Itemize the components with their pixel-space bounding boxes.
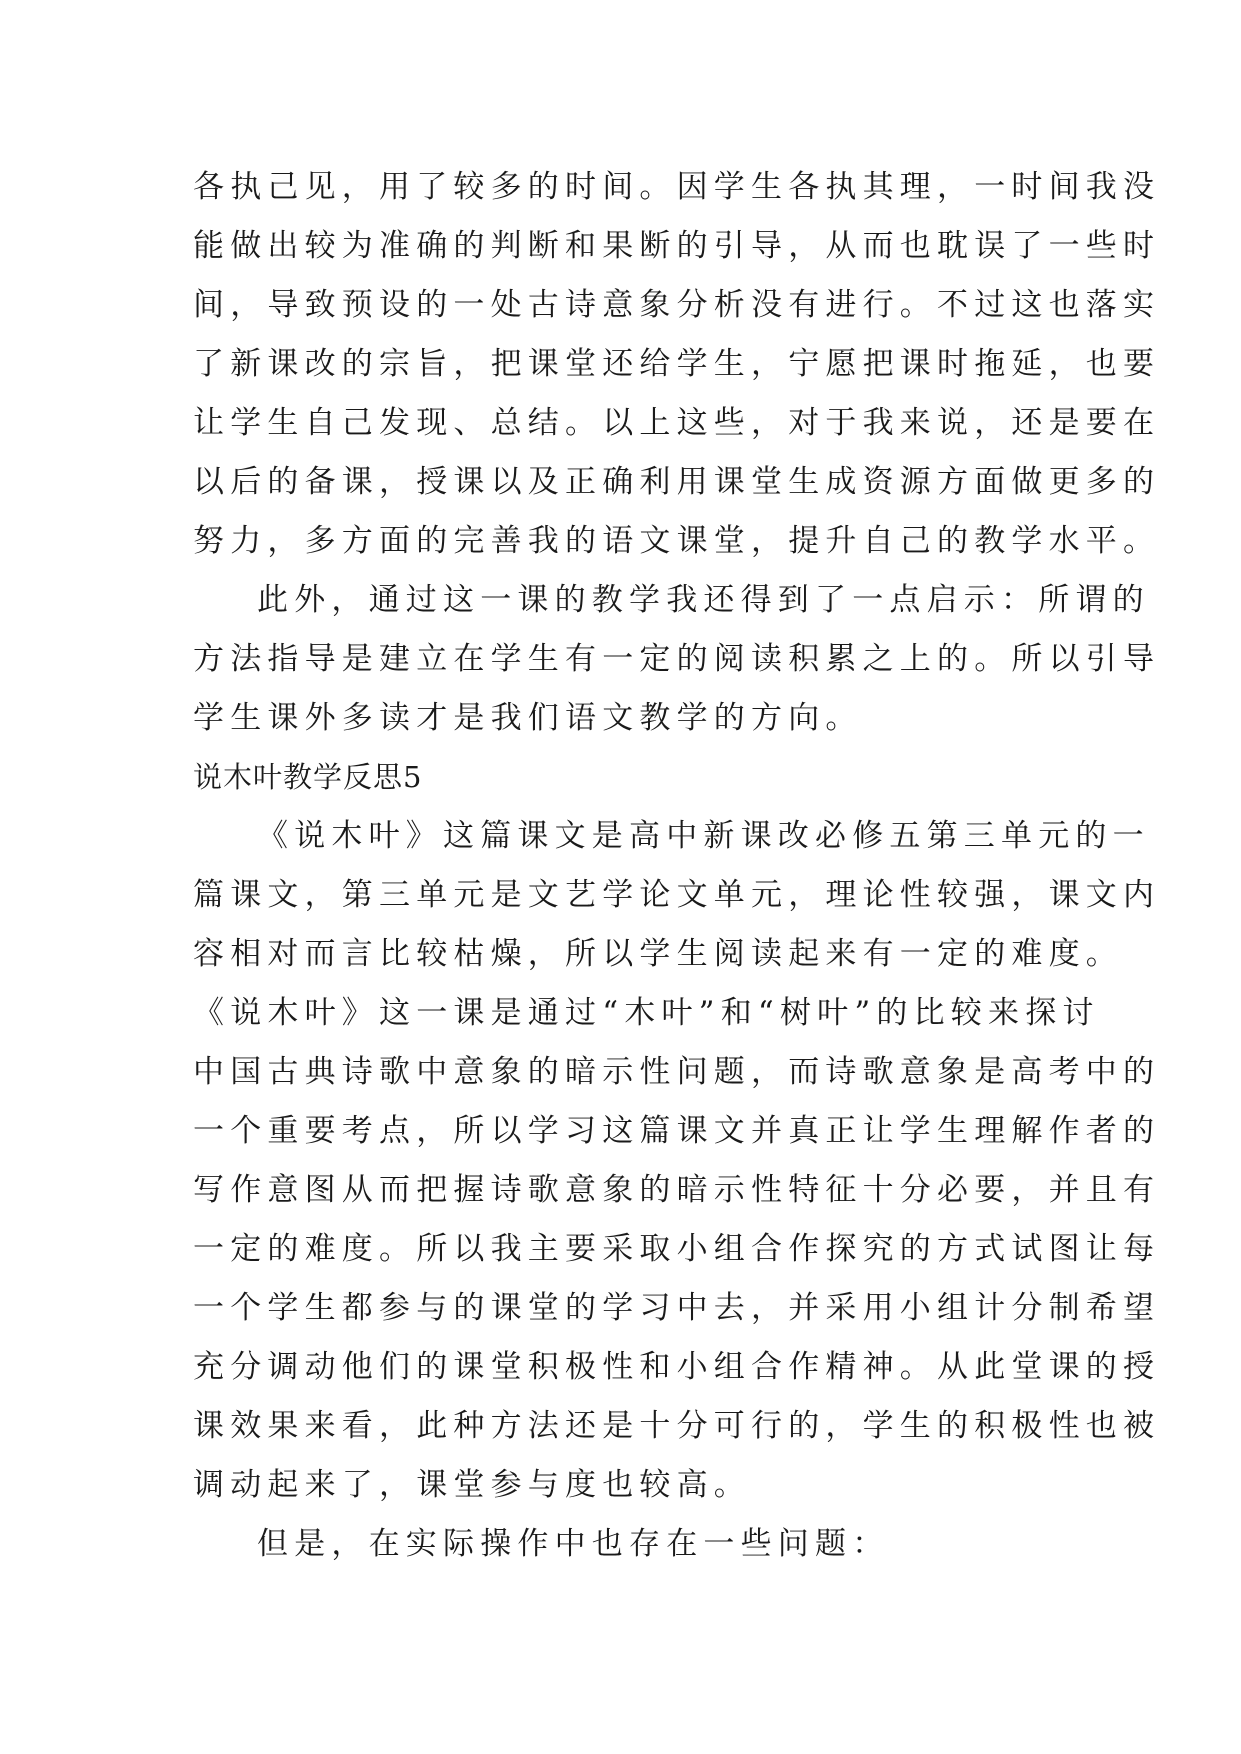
paragraph-start-line: 但是，在实际操作中也存在一些问题： [257, 1526, 890, 1562]
text-line: 学生课外多读才是我们语文教学的方向。 [193, 700, 863, 736]
text-line: 一定的难度。所以我主要采取小组合作探究的方式试图让每 [193, 1231, 1161, 1267]
document-body [193, 158, 1161, 1574]
text-line: 课效果来看，此种方法还是十分可行的，学生的积极性也被 [193, 1408, 1161, 1444]
text-line: 间，导致预设的一处古诗意象分析没有进行。不过这也落实 [193, 287, 1161, 323]
text-line: 容相对而言比较枯燥，所以学生阅读起来有一定的难度。 [193, 936, 1123, 972]
text-line: 篇课文，第三单元是文艺学论文单元，理论性较强，课文内 [193, 877, 1161, 913]
text-line: 能做出较为准确的判断和果断的引导，从而也耽误了一些时 [193, 228, 1161, 264]
text-line: 《说木叶》这一课是通过“木叶”和“树叶”的比较来探讨 [193, 995, 1100, 1031]
section-heading: 说木叶教学反思5 [193, 760, 423, 794]
text-line: 一个重要考点，所以学习这篇课文并真正让学生理解作者的 [193, 1113, 1161, 1149]
paragraph-start-line: 此外，通过这一课的教学我还得到了一点启示：所谓的 [257, 582, 1150, 618]
text-line: 各执己见，用了较多的时间。因学生各执其理，一时间我没 [193, 169, 1161, 205]
text-line: 方法指导是建立在学生有一定的阅读积累之上的。所以引导 [193, 641, 1161, 677]
text-line: 让学生自己发现、总结。以上这些，对于我来说，还是要在 [193, 405, 1161, 441]
text-line: 努力，多方面的完善我的语文课堂，提升自己的教学水平。 [193, 523, 1161, 559]
text-line: 充分调动他们的课堂积极性和小组合作精神。从此堂课的授 [193, 1349, 1161, 1385]
paragraph-start-line: 《说木叶》这篇课文是高中新课改必修五第三单元的一 [257, 818, 1150, 854]
text-line: 中国古典诗歌中意象的暗示性问题，而诗歌意象是高考中的 [193, 1054, 1161, 1090]
text-line: 写作意图从而把握诗歌意象的暗示性特征十分必要，并且有 [193, 1172, 1161, 1208]
text-line: 以后的备课，授课以及正确利用课堂生成资源方面做更多的 [193, 464, 1161, 500]
text-line: 调动起来了，课堂参与度也较高。 [193, 1467, 751, 1503]
text-line: 了新课改的宗旨，把课堂还给学生，宁愿把课时拖延，也要 [193, 346, 1161, 382]
text-line: 一个学生都参与的课堂的学习中去，并采用小组计分制希望 [193, 1290, 1161, 1326]
